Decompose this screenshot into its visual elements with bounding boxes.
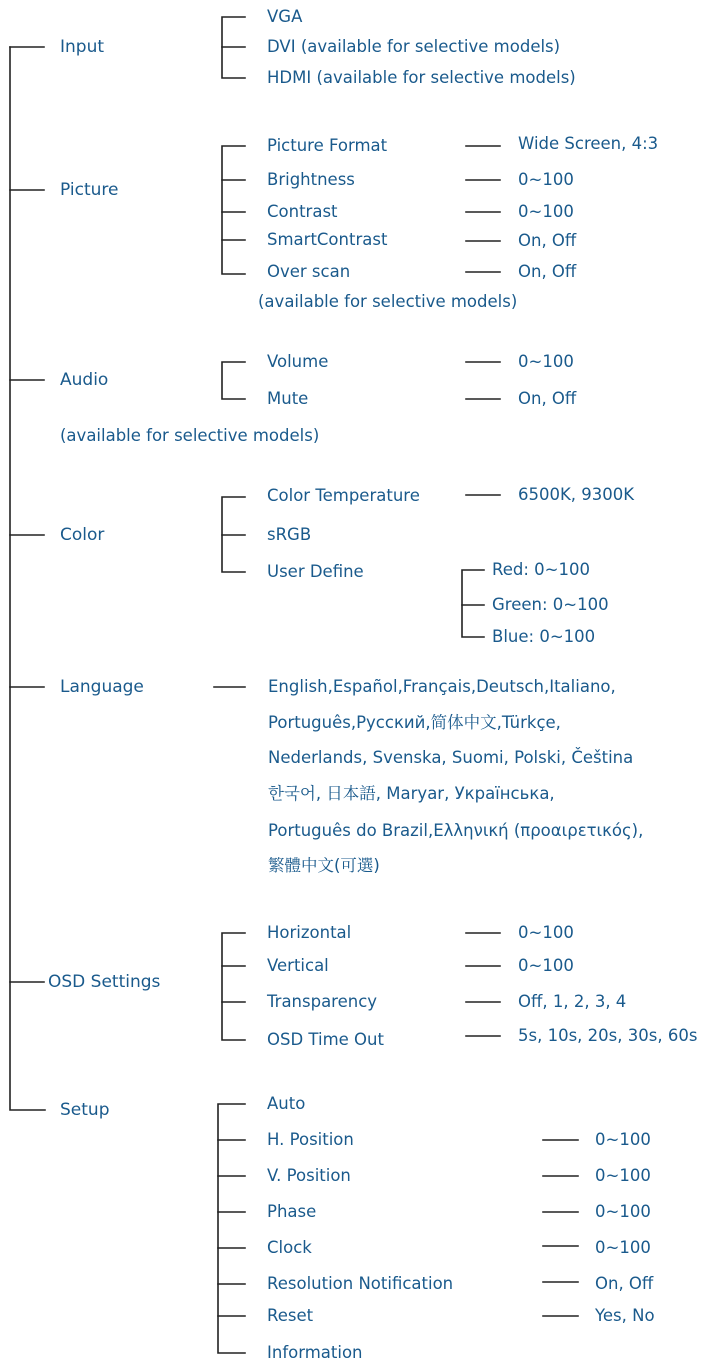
- menu-language-label: Language: [60, 677, 144, 697]
- audio-item-label: Volume: [267, 352, 329, 371]
- menu-picture-label: Picture: [60, 180, 119, 200]
- setup-item-label: Auto: [267, 1094, 306, 1113]
- picture-item-label: Brightness: [267, 170, 355, 189]
- audio-item-label: Mute: [267, 389, 309, 408]
- setup-item-value: Yes, No: [595, 1306, 655, 1325]
- osd-item-value: Off, 1, 2, 3, 4: [518, 992, 627, 1011]
- setup-item-label: Clock: [267, 1238, 312, 1257]
- color-item-label: Color Temperature: [267, 486, 420, 505]
- setup-item-value: 0~100: [595, 1130, 651, 1149]
- picture-item-label: Picture Format: [267, 136, 388, 155]
- language-list-line: Português do Brazil,Ελληνική (προαιρετικός),: [268, 821, 644, 840]
- language-list-line: 한국어, 日本語, Maryar, Українська,: [268, 784, 555, 803]
- menu-setup-label: Setup: [60, 1100, 110, 1120]
- color-item-label: User Define: [267, 562, 364, 581]
- user-define-value: Blue: 0~100: [492, 627, 596, 646]
- picture-item-label: SmartContrast: [267, 230, 388, 249]
- picture-item-label: Contrast: [267, 202, 338, 221]
- bracket-picture: [222, 146, 245, 274]
- audio-availability-note: (available for selective models): [60, 426, 320, 445]
- osd-item-label: OSD Time Out: [267, 1030, 384, 1049]
- setup-item-label: Resolution Notification: [267, 1274, 454, 1293]
- setup-item-value: 0~100: [595, 1202, 651, 1221]
- menu-input-label: Input: [60, 37, 105, 57]
- osd-item-value: 0~100: [518, 923, 574, 942]
- menu-osd-label: OSD Settings: [48, 972, 161, 992]
- osd-item-label: Transparency: [267, 992, 378, 1011]
- bracket-audio: [222, 362, 245, 399]
- setup-item-value: On, Off: [595, 1274, 654, 1293]
- color-item-value: 6500K, 9300K: [518, 485, 635, 504]
- main-trunk-line: [10, 47, 45, 1110]
- audio-item-value: On, Off: [518, 389, 577, 408]
- setup-item-value: 0~100: [595, 1238, 651, 1257]
- input-item-dvi: DVI (available for selective models): [267, 37, 561, 56]
- menu-color-label: Color: [60, 525, 105, 545]
- setup-item-label: Phase: [267, 1202, 317, 1221]
- input-item-hdmi: HDMI (available for selective models): [267, 68, 576, 87]
- picture-item-value: Wide Screen, 4:3: [518, 134, 659, 153]
- language-list-line: Nederlands, Svenska, Suomi, Polski, Čeština: [268, 748, 634, 767]
- setup-item-label: Reset: [267, 1306, 314, 1325]
- input-item-vga: VGA: [267, 7, 303, 26]
- user-define-value: Green: 0~100: [492, 595, 609, 614]
- audio-item-value: 0~100: [518, 352, 574, 371]
- menu-audio-label: Audio: [60, 370, 109, 390]
- language-list-line: English,Español,Français,Deutsch,Italiano,: [268, 677, 616, 696]
- picture-item-value: 0~100: [518, 202, 574, 221]
- osd-item-label: Horizontal: [267, 923, 352, 942]
- osd-item-value: 0~100: [518, 956, 574, 975]
- setup-item-value: 0~100: [595, 1166, 651, 1185]
- user-define-value: Red: 0~100: [492, 560, 590, 579]
- osd-item-value: 5s, 10s, 20s, 30s, 60s: [518, 1026, 698, 1045]
- picture-item-value: 0~100: [518, 170, 574, 189]
- picture-availability-note: (available for selective models): [258, 292, 518, 311]
- bracket-user-define: [462, 570, 484, 637]
- setup-item-label: V. Position: [267, 1166, 351, 1185]
- bracket-osd: [222, 933, 245, 1040]
- language-list-line: Português,Русский,简体中文,Türkçe,: [268, 713, 561, 732]
- picture-item-value: On, Off: [518, 262, 577, 281]
- color-item-label: sRGB: [267, 525, 312, 544]
- setup-item-label: Information: [267, 1343, 363, 1362]
- osd-item-label: Vertical: [267, 956, 329, 975]
- language-list-line: 繁體中文(可選): [268, 856, 380, 875]
- picture-item-value: On, Off: [518, 231, 577, 250]
- picture-item-label: Over scan: [267, 262, 351, 281]
- setup-item-label: H. Position: [267, 1130, 354, 1149]
